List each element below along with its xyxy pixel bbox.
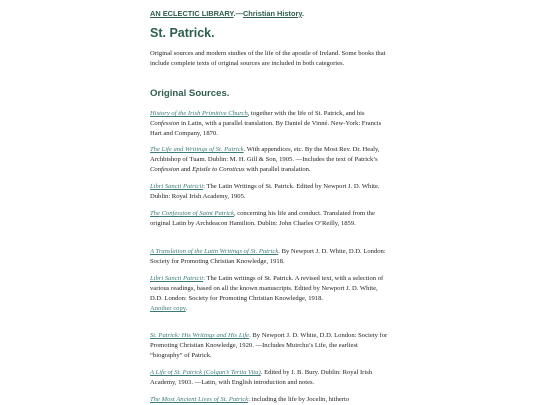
entry-text: .	[185, 305, 188, 312]
entry-text: , concerning his life and conduct. Translated from the original Latin by Archdeacon Hamilton. Dublin: John Charles O’Reilly, 1859.	[150, 210, 375, 227]
entry-italic-text: Confession	[150, 166, 180, 173]
entry-text: . With appendices, etc. By the Most Rev. Dr. Healy, Archbishop of Tuam. Dublin: M. H. Gill & Son, 1905. —Includes the text of Patrick’s	[150, 146, 380, 163]
bibliography-entry	[150, 331, 390, 361]
page-title: St. Patrick.	[150, 26, 215, 40]
intro-paragraph: Original sources and modern studies of the life of the apostle of Ireland. Some books that include complete texts of original sources are included in both categories.	[150, 50, 386, 67]
entry-text: with parallel translation.	[244, 166, 311, 173]
entry-text: . Edited by J. B. Bury. Dublin: Royal Irish Academy, 1903. —Latin, with English introduction and notes.	[150, 369, 373, 386]
bibliography-entry	[150, 395, 390, 405]
entry-text: . By Newport J. D. White, D.D. London: Society for Promoting Christian Knowledge, 1920. —Includes Muirchu’s Life, the earliest “biography” of Patrick.	[150, 332, 388, 359]
bibliography-entry	[150, 109, 390, 139]
bibliography-entry	[150, 145, 390, 175]
bibliography-entry	[150, 209, 390, 229]
bibliography-entry	[150, 368, 390, 388]
entry-title-link[interactable]: The Life and Writings of St. Patrick	[150, 146, 244, 153]
entry-text: in Latin, with a parallel translation. By Daniel de Vinné. New-York: Francis Hart and Company, 1870.	[150, 120, 382, 137]
entry-title-link[interactable]: A Life of St. Patrick (Colgan’s Tertia Vita)	[150, 369, 261, 376]
entry-text: . By Newport J. D. White, D.D. London: Society for Promoting Christian Knowledge, 1918.	[150, 248, 386, 265]
entry-text: , together with the life of St. Patrick, and his	[247, 110, 365, 117]
entry-title-link[interactable]: St. Patrick: His Writings and His Life	[150, 332, 250, 339]
breadcrumb	[150, 9, 304, 18]
breadcrumb-library-link[interactable]: AN ECLECTIC LIBRARY	[150, 9, 234, 18]
another-copy-link[interactable]: Another copy	[150, 305, 186, 312]
entry-text: : The Latin writings of St. Patrick. A revised text, with a selection of various readings, based on all the known manuscripts. Edited by Newport J. D. White, D.D. London: Society for Promoting Christian Knowledge, 1918.	[150, 275, 384, 302]
entry-title-link[interactable]: Libri Sancti Patricii	[150, 275, 204, 282]
bibliography-entry	[150, 247, 390, 267]
breadcrumb-section-link[interactable]: Christian History	[242, 9, 302, 18]
entry-title-link[interactable]: A Translation of the Latin Writings of St. Patrick	[150, 248, 279, 255]
entry-italic-text: Confession	[150, 120, 180, 127]
entry-title-link[interactable]: The Confession of Saint Patrick	[150, 210, 234, 217]
bibliography-entry	[150, 182, 390, 202]
entry-text: : The Latin Writings of St. Patrick. Edited by Newport J. D. White. Dublin: Royal Irish Academy, 1905.	[150, 183, 380, 200]
section-heading: Original Sources.	[150, 88, 230, 99]
bibliography-entry	[150, 274, 390, 314]
breadcrumb-end: .	[301, 9, 305, 18]
entry-text: : including the life by Jocelin, hitherto	[248, 396, 350, 403]
entry-text: and	[179, 166, 193, 173]
entry-italic-text: Epistle to Coroticus	[192, 166, 245, 173]
breadcrumb-separator: .—	[233, 9, 243, 18]
entry-title-link[interactable]: Libri Sancti Patricii	[150, 183, 204, 190]
entry-title-link[interactable]: History of the Irish Primitive Church	[150, 110, 248, 117]
entry-title-link[interactable]: The Most Ancient Lives of St. Patrick	[150, 396, 249, 403]
